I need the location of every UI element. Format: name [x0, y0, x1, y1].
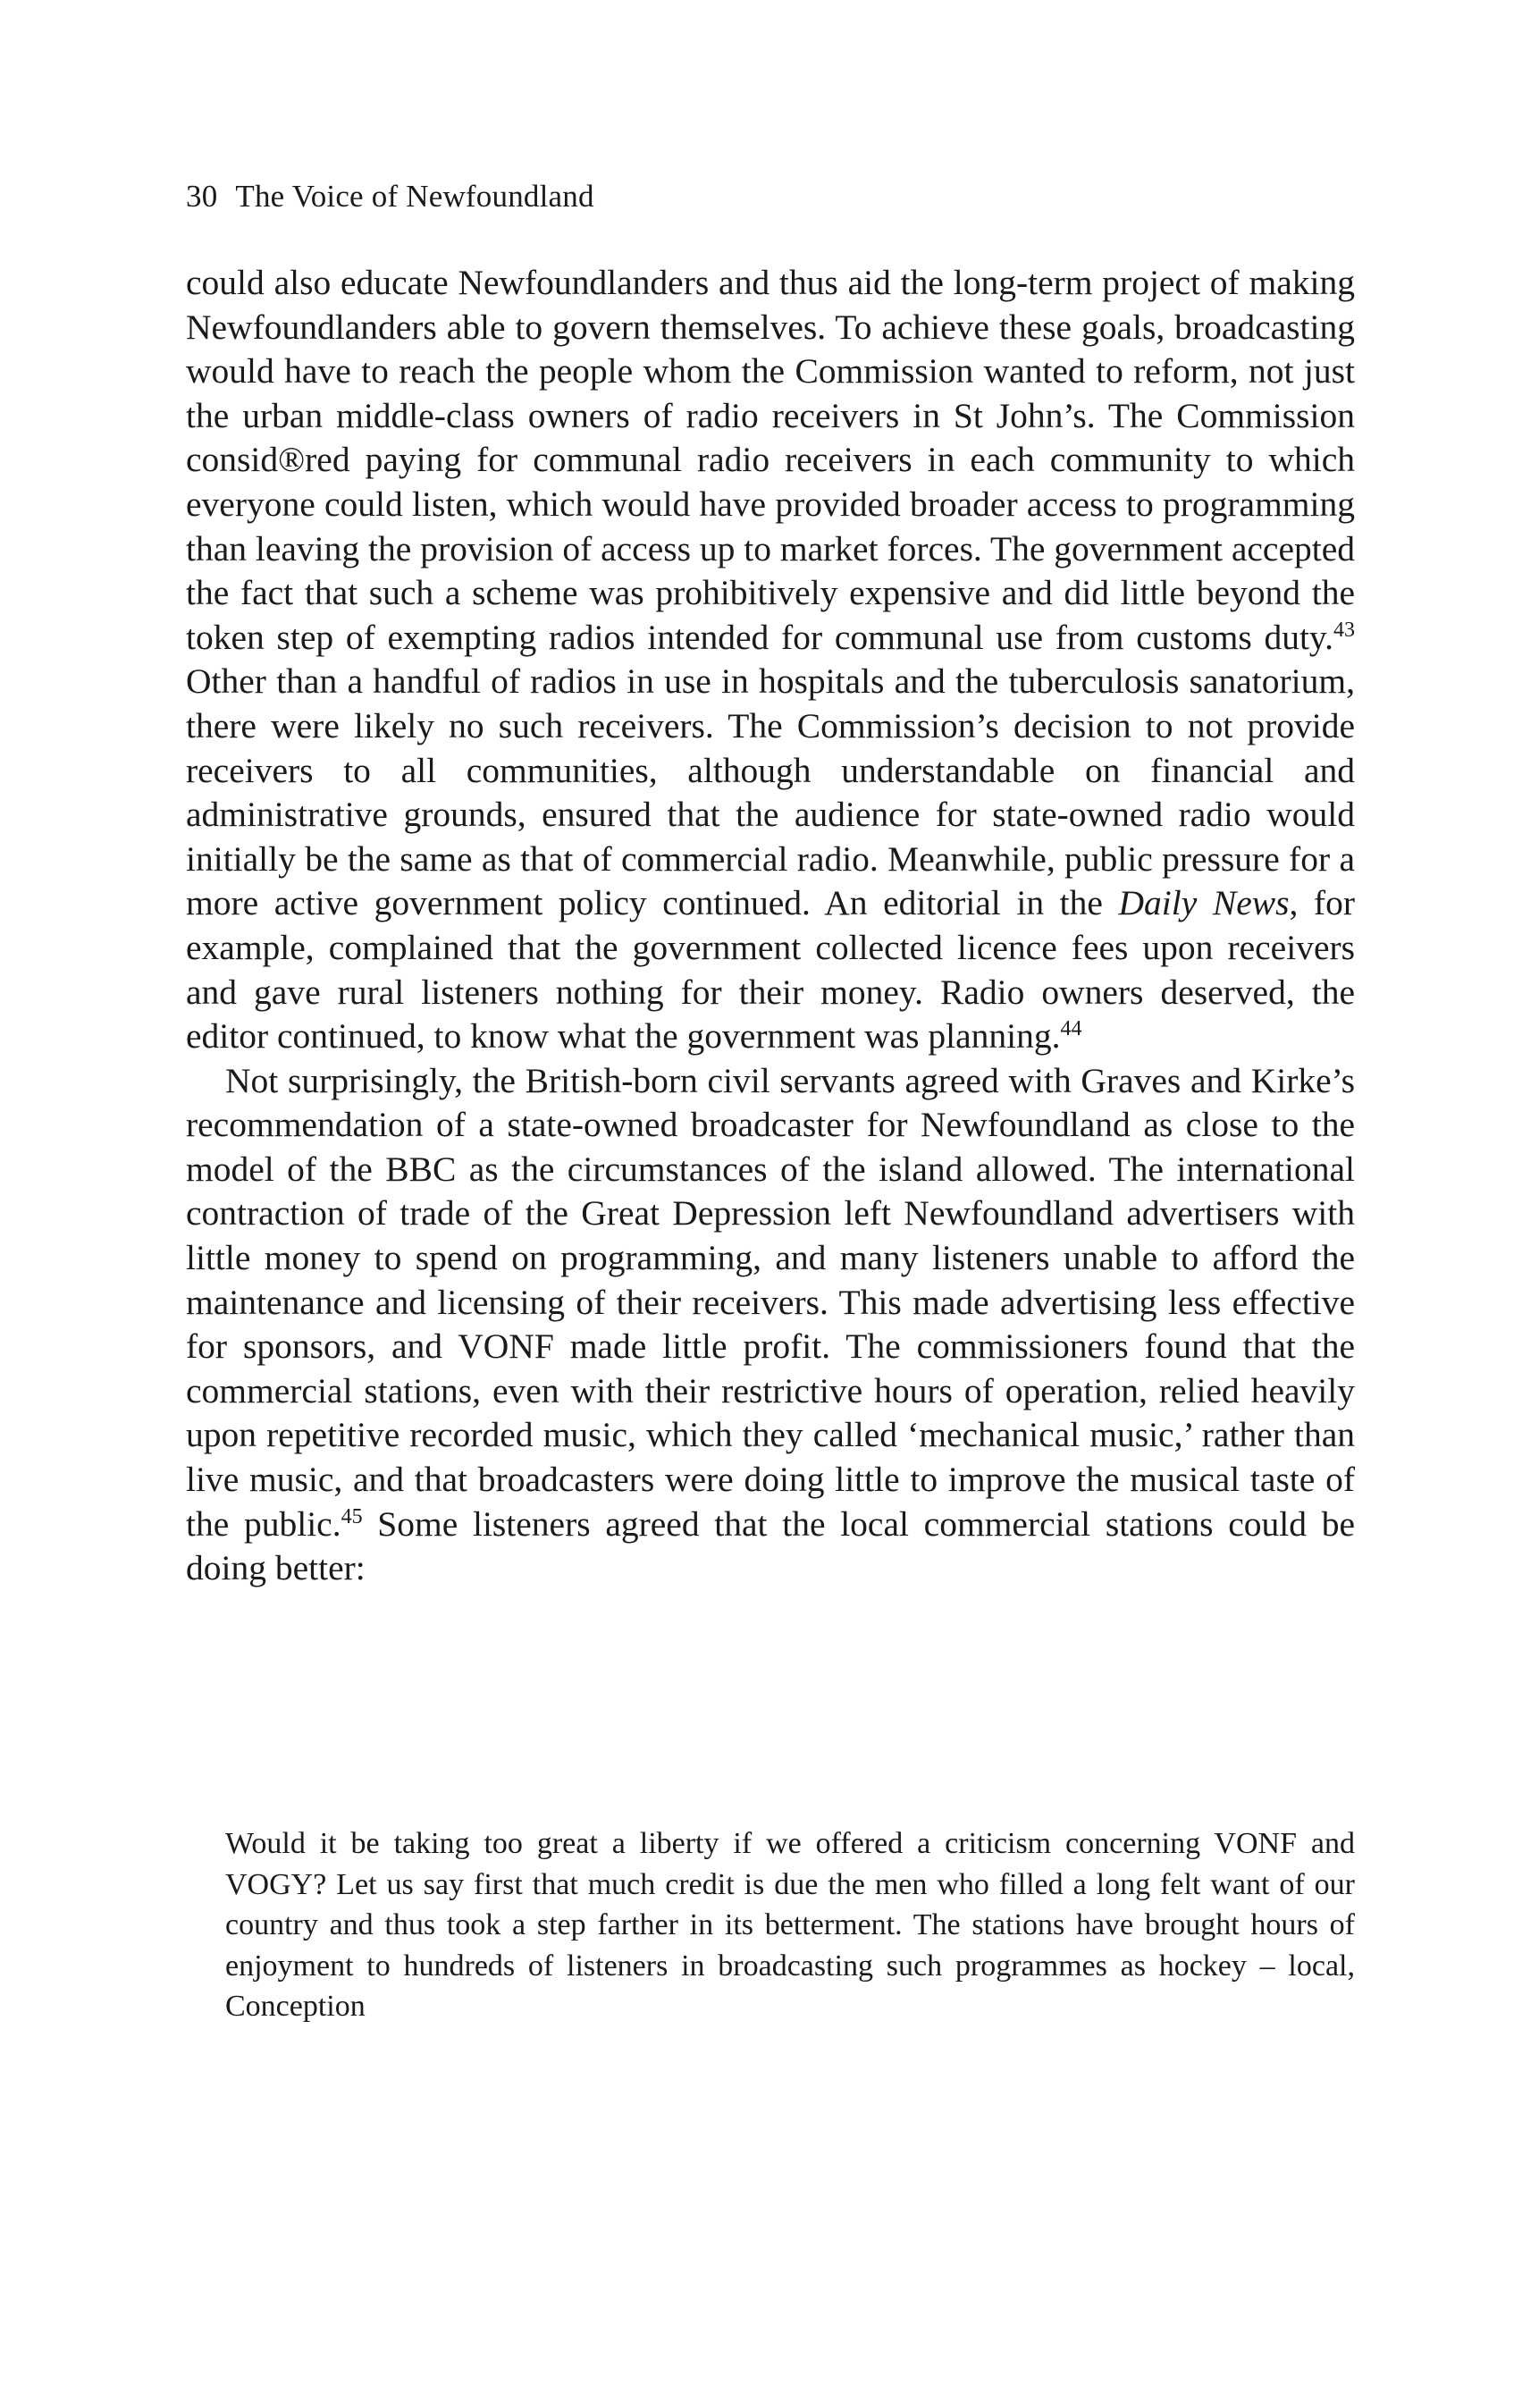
book-title: The Voice of Newfoundland [235, 179, 594, 214]
paragraph-1-text-a: could also educate Newfoundlanders and thus aid the long-term project of making Newfoundlanders able to govern themselves. To achieve these goals, broadcasting would have to reach the people whom the Commission wanted to reform, not just the urban middle-class owners of radio receivers in St John’s. The Commission consid®red paying for communal radio receivers in each community to which everyone could listen, which would have provided broader access to programming than leaving the provision of access up to market forces. The government accepted the fact that such a scheme was prohibitively expensive and did little beyond the token step of exempting radios intended for communal use from customs duty. [186, 263, 1355, 657]
footnote-ref-43: 43 [1333, 618, 1355, 642]
page-number: 30 [186, 179, 218, 214]
book-page [186, 0, 1355, 2408]
body-text [186, 261, 1355, 1591]
running-head [186, 177, 594, 216]
newspaper-title: Daily News [1118, 883, 1290, 923]
paragraph-1-text-b: Other than a handful of radios in use in hospitals and the tuberculosis sanatorium, there were likely no such receivers. The Commission’s decision to not provide receivers to all communities, although understandable on financial and administrative grounds, ensured that the audience for state-owned radio would initially be the same as that of commercial radio. Meanwhile, public pressure for a more active government policy continued. An editorial in the [186, 661, 1355, 923]
footnote-ref-44: 44 [1060, 1016, 1082, 1040]
block-quote: Would it be taking too great a liberty if we offered a criticism concerning VONF and VOGY? Let us say first that much credit is due the men who filled a long felt want of our country and thus took a step farther in its betterment. The stations have brought hours of enjoyment to hundreds of listeners in broadcasting such programmes as hockey – local, Conception [225, 1827, 1355, 2023]
paragraph-2-text-b: Some listeners agreed that the local commercial stations could be doing better: [186, 1503, 1355, 1588]
footnote-ref-45: 45 [341, 1504, 363, 1528]
paragraph-2 [186, 1059, 1355, 1591]
paragraph-1-text-c: , for example, complained that the government collected licence fees upon receivers and gave rural listeners nothing for their money. Radio owners deserved, the editor continued, to know what the government was planning. [186, 883, 1355, 1057]
paragraph-2-text-a: Not surprisingly, the British-born civil servants agreed with Graves and Kirke’s recommendation of a state-owned broadcaster for Newfoundland as close to the model of the BBC as the circumstances of the island allowed. The international contraction of trade of the Great Depression left Newfoundland advertisers with little money to spend on programming, and many listeners unable to afford the maintenance and licensing of their receivers. This made advertising less effective for sponsors, and VONF made little profit. The commissioners found that the commercial stations, even with their restrictive hours of operation, relied heavily upon repetitive recorded music, which they called ‘mechanical music,’ rather than live music, and that broadcasters were doing little to improve the musical taste of the public. [186, 1060, 1355, 1544]
paragraph-1 [186, 261, 1355, 1059]
